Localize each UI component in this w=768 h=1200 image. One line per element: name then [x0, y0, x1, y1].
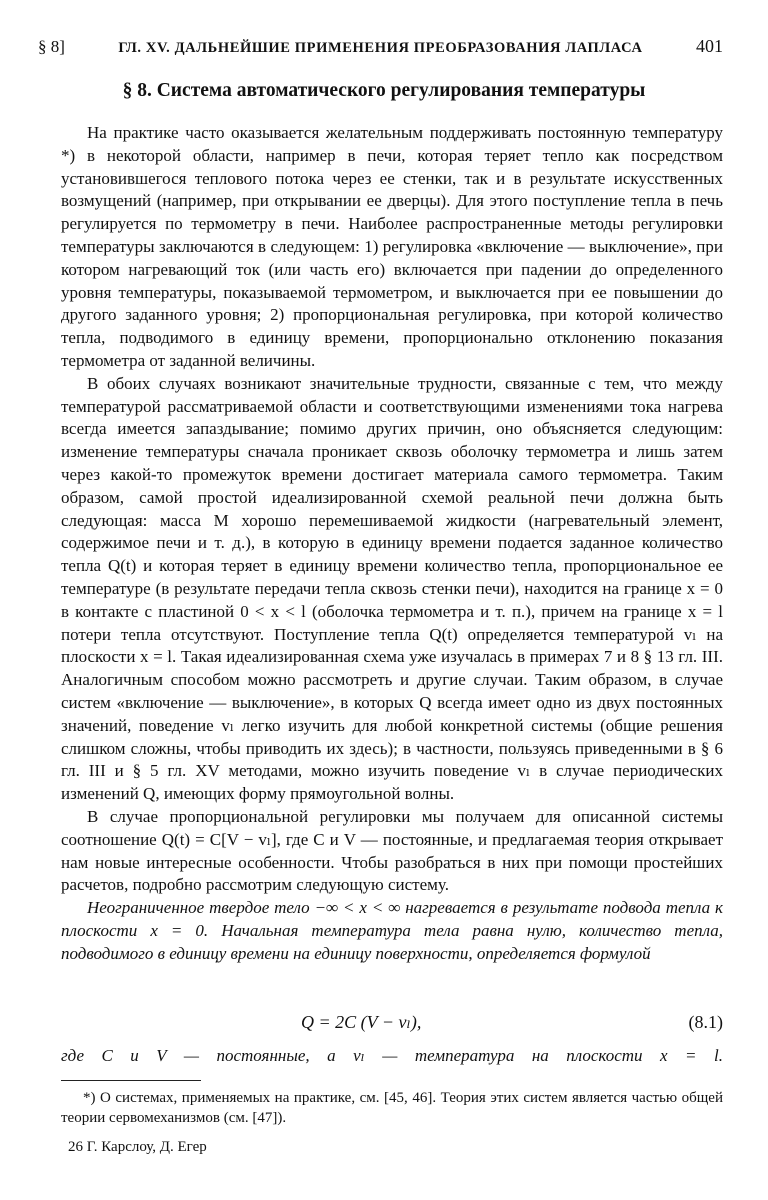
signature-mark: 26 Г. Карслоу, Д. Егер [68, 1139, 207, 1155]
paragraph: В обоих случаях возникают значительные трудности, связанные с тем, что между температурой рассматриваемой области и соответствующими изменениями тока нагрева всегда имеется запаздывание; помимо других причин, оно объясняется следующим: изменение температуры сначала проникает сквозь оболочку термометра и лишь затем через какой-то промежуток времени достигает материала самого термометра. Таким образом, самой простой идеализированной схемой реальной печи должна быть следующая: масса M хорошо перемешиваемой жидкости (нагревательный элемент, содержимое печи и т. д.), в которую в единицу времени подается заданное количество тепла Q(t) и которая теряет в единицу времени количество тепла, пропорциональное ее температуре (в результате передачи тепла сквозь стенки печи), находится на границе x = 0 в контакте с пластиной 0 < x < l (оболочка термометра и т. п.), причем на границе x = l потери тепла отсутствуют. Поступление тепла Q(t) определяется температурой vₗ на плоскости x = l. Такая идеализированная схема уже изучалась в примерах 7 и 8 § 13 гл. III. Аналогичным способом можно рассмотреть и другие случаи. Таким образом, в случае систем «включение — выключение», в которых Q всегда имеет одно из двух постоянных значений, поведение vₗ легко изучить для любой конкретной системы (общие решения слишком сложны, чтобы приводить их здесь); в частности, пользуясь приведенными в § 6 гл. III и § 5 гл. XV методами, можно изучить поведение vₗ в случае периодических изменений Q, имеющих форму прямоугольной волны. [61, 373, 723, 804]
paragraph: В случае пропорциональной регулировки мы получаем для описанной системы соотношение Q(t) = C[V − vₗ], где C и V — постоянные, и предлагаемая теория открывает нам новые интересные особенности. Чтобы разобраться в них при помощи простейших расчетов, подробно рассмотрим следующую систему. [61, 806, 723, 895]
footnote [61, 1088, 723, 1128]
formula-explanation: где C и V — постоянные, а vₗ — температура на плоскости x = l. [61, 1046, 723, 1065]
footnote-separator [61, 1080, 201, 1081]
paragraph: На практике часто оказывается желательным поддерживать постоянную температуру *) в некоторой области, например в печи, которая теряет тепло как посредством установившегося теплового потока через ее стенки, так и в результате искусственных возмущений (например, при открывании ее дверцы). Для этого поступление тепла в печь регулируется по термометру в печи. Наиболее распространенные методы регулировки температуры заключаются в следующем: 1) регулировка «включение — выключение», при котором нагревающий ток (или часть его) включается при падении до определенного уровня температуры, показываемой термометром, и выключается при ее повышении до другого заданного уровня; 2) пропорциональная регулировка, при которой количество тепла, подводимого в единицу времени, пропорционально отклонению показания термометра от заданной величины. [61, 123, 723, 370]
paragraph-theorem: Неограниченное твердое тело −∞ < x < ∞ нагревается в результате подвода тепла к плоскости x = 0. Начальная температура тела равна нулю, количество тепла, подводимого в единицу времени на единицу поверхности, определяется формулой [61, 898, 723, 963]
formula-expression: Q = 2C (V − vₗ), [301, 1012, 422, 1032]
header-section-ref: § 8] [38, 37, 65, 56]
header-chapter-title: ГЛ. XV. ДАЛЬНЕЙШИЕ ПРИМЕНЕНИЯ ПРЕОБРАЗОВАНИЯ ЛАПЛАСА [118, 40, 643, 56]
footnote-text: *) О системах, применяемых на практике, см. [45, 46]. Теория этих систем является частью общей теории сервомеханизмов (см. [47]). [61, 1090, 723, 1126]
page-number: 401 [695, 36, 723, 56]
equation-number: (8.1) [688, 1012, 723, 1032]
body-text [61, 122, 723, 965]
running-header [38, 36, 723, 66]
formula-8-1 [61, 1012, 723, 1038]
section-title: § 8. Система автоматического регулирования температуры [122, 80, 646, 101]
